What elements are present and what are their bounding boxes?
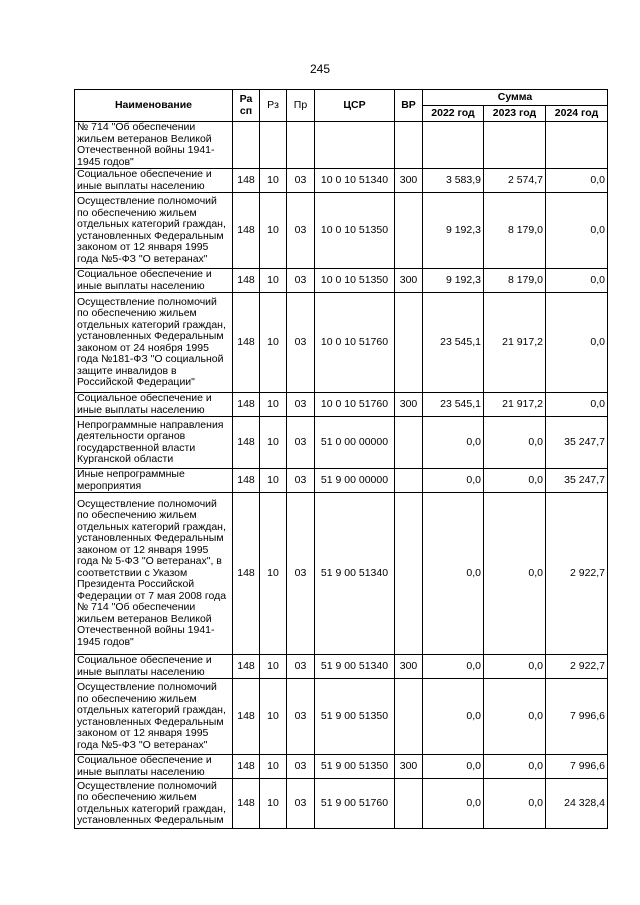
table-row bbox=[75, 269, 608, 293]
row-rz: 10 bbox=[260, 169, 287, 193]
row-ra: 148 bbox=[233, 393, 260, 417]
row-csr: 10 0 10 51760 bbox=[315, 393, 395, 417]
row-vr bbox=[395, 679, 423, 755]
row-rz: 10 bbox=[260, 755, 287, 779]
row-pr: 03 bbox=[287, 655, 315, 679]
row-ra: 148 bbox=[233, 193, 260, 269]
row-pr bbox=[287, 122, 315, 169]
row-ra: 148 bbox=[233, 755, 260, 779]
row-ra: 148 bbox=[233, 779, 260, 829]
row-2022: 0,0 bbox=[423, 469, 484, 493]
row-2024: 35 247,7 bbox=[546, 417, 608, 469]
header-vr: ВР bbox=[395, 90, 423, 122]
row-csr: 10 0 10 51350 bbox=[315, 193, 395, 269]
header-csr: ЦСР bbox=[315, 90, 395, 122]
table-row bbox=[75, 393, 608, 417]
row-vr bbox=[395, 293, 423, 393]
row-2023: 0,0 bbox=[484, 469, 546, 493]
row-name: Осуществление полномочий по обеспечению жильем отдельных категорий граждан, установленных Федеральным законом от 24 ноября 1995 года №181-ФЗ "О социальной защите инвалидов в Российской Федерации" bbox=[75, 293, 233, 393]
row-name: Осуществление полномочий по обеспечению жильем отдельных категорий граждан, установленных Федеральным bbox=[75, 779, 233, 829]
row-2024: 0,0 bbox=[546, 293, 608, 393]
row-ra: 148 bbox=[233, 679, 260, 755]
row-ra: 148 bbox=[233, 469, 260, 493]
header-2024: 2024 год bbox=[546, 106, 608, 122]
row-pr: 03 bbox=[287, 269, 315, 293]
table-row bbox=[75, 122, 608, 169]
table-row bbox=[75, 169, 608, 193]
row-vr bbox=[395, 417, 423, 469]
row-2023: 0,0 bbox=[484, 679, 546, 755]
row-2024: 0,0 bbox=[546, 393, 608, 417]
row-rz: 10 bbox=[260, 493, 287, 655]
row-pr: 03 bbox=[287, 755, 315, 779]
row-2022 bbox=[423, 122, 484, 169]
row-vr bbox=[395, 469, 423, 493]
row-2022: 9 192,3 bbox=[423, 193, 484, 269]
row-name: Социальное обеспечение и иные выплаты населению bbox=[75, 269, 233, 293]
row-vr bbox=[395, 493, 423, 655]
row-csr: 51 9 00 51760 bbox=[315, 779, 395, 829]
row-rz: 10 bbox=[260, 193, 287, 269]
row-name: Непрограммные направления деятельности органов государственной власти Курганской области bbox=[75, 417, 233, 469]
row-2022: 0,0 bbox=[423, 493, 484, 655]
header-2022: 2022 год bbox=[423, 106, 484, 122]
row-2023: 0,0 bbox=[484, 493, 546, 655]
table-row bbox=[75, 755, 608, 779]
row-csr: 51 9 00 00000 bbox=[315, 469, 395, 493]
row-pr: 03 bbox=[287, 779, 315, 829]
row-2024: 2 922,7 bbox=[546, 493, 608, 655]
row-pr: 03 bbox=[287, 679, 315, 755]
table-row bbox=[75, 655, 608, 679]
row-2024: 0,0 bbox=[546, 169, 608, 193]
row-vr bbox=[395, 193, 423, 269]
row-csr: 51 9 00 51340 bbox=[315, 655, 395, 679]
row-csr: 51 9 00 51350 bbox=[315, 679, 395, 755]
row-ra bbox=[233, 122, 260, 169]
row-pr: 03 bbox=[287, 193, 315, 269]
row-rz: 10 bbox=[260, 779, 287, 829]
row-2022: 0,0 bbox=[423, 679, 484, 755]
row-rz: 10 bbox=[260, 469, 287, 493]
header-pr: Пр bbox=[287, 90, 315, 122]
row-2023: 8 179,0 bbox=[484, 193, 546, 269]
row-pr: 03 bbox=[287, 417, 315, 469]
row-name: Социальное обеспечение и иные выплаты населению bbox=[75, 393, 233, 417]
row-pr: 03 bbox=[287, 493, 315, 655]
row-2022: 3 583,9 bbox=[423, 169, 484, 193]
table-row bbox=[75, 493, 608, 655]
row-2023: 21 917,2 bbox=[484, 293, 546, 393]
row-2024 bbox=[546, 122, 608, 169]
row-csr: 10 0 10 51760 bbox=[315, 293, 395, 393]
row-ra: 148 bbox=[233, 293, 260, 393]
row-vr: 300 bbox=[395, 169, 423, 193]
row-name: № 714 "Об обеспечении жильем ветеранов Великой Отечественной войны 1941-1945 годов" bbox=[75, 122, 233, 169]
row-ra: 148 bbox=[233, 169, 260, 193]
row-vr bbox=[395, 122, 423, 169]
row-2022: 0,0 bbox=[423, 779, 484, 829]
row-ra: 148 bbox=[233, 493, 260, 655]
row-rz bbox=[260, 122, 287, 169]
table-body bbox=[75, 122, 608, 829]
row-pr: 03 bbox=[287, 293, 315, 393]
row-csr: 51 0 00 00000 bbox=[315, 417, 395, 469]
row-2023 bbox=[484, 122, 546, 169]
row-name: Осуществление полномочий по обеспечению жильем отдельных категорий граждан, установленных Федеральным законом от 12 января 1995 года № 5-ФЗ "О ветеранах", в соответствии с Указом Президента Российской Федерации от 7 мая 2008 года № 714 "Об обеспечении жильем ветеранов Великой Отечественной войны 1941-1945 годов" bbox=[75, 493, 233, 655]
row-2023: 8 179,0 bbox=[484, 269, 546, 293]
row-2022: 0,0 bbox=[423, 655, 484, 679]
row-2024: 0,0 bbox=[546, 193, 608, 269]
row-2023: 0,0 bbox=[484, 655, 546, 679]
row-2022: 0,0 bbox=[423, 417, 484, 469]
row-rz: 10 bbox=[260, 655, 287, 679]
header-rz: Рз bbox=[260, 90, 287, 122]
row-csr: 10 0 10 51350 bbox=[315, 269, 395, 293]
row-pr: 03 bbox=[287, 169, 315, 193]
budget-table bbox=[74, 89, 608, 829]
row-rz: 10 bbox=[260, 269, 287, 293]
row-2023: 21 917,2 bbox=[484, 393, 546, 417]
table-row bbox=[75, 417, 608, 469]
row-2022: 23 545,1 bbox=[423, 393, 484, 417]
row-csr: 51 9 00 51340 bbox=[315, 493, 395, 655]
header-sum: Сумма bbox=[423, 90, 608, 106]
table-row bbox=[75, 193, 608, 269]
row-2023: 0,0 bbox=[484, 417, 546, 469]
row-vr bbox=[395, 779, 423, 829]
row-rz: 10 bbox=[260, 393, 287, 417]
header-name: Наименование bbox=[75, 90, 233, 122]
row-2022: 0,0 bbox=[423, 755, 484, 779]
row-csr: 51 9 00 51350 bbox=[315, 755, 395, 779]
row-2022: 9 192,3 bbox=[423, 269, 484, 293]
row-vr: 300 bbox=[395, 269, 423, 293]
row-2024: 7 996,6 bbox=[546, 755, 608, 779]
row-name: Осуществление полномочий по обеспечению жильем отдельных категорий граждан, установленных Федеральным законом от 12 января 1995 года №5-ФЗ "О ветеранах" bbox=[75, 193, 233, 269]
row-vr: 300 bbox=[395, 655, 423, 679]
row-pr: 03 bbox=[287, 469, 315, 493]
row-pr: 03 bbox=[287, 393, 315, 417]
row-2024: 0,0 bbox=[546, 269, 608, 293]
row-csr: 10 0 10 51340 bbox=[315, 169, 395, 193]
row-2024: 2 922,7 bbox=[546, 655, 608, 679]
row-ra: 148 bbox=[233, 269, 260, 293]
row-name: Социальное обеспечение и иные выплаты населению bbox=[75, 655, 233, 679]
row-2022: 23 545,1 bbox=[423, 293, 484, 393]
table-row bbox=[75, 293, 608, 393]
row-rz: 10 bbox=[260, 293, 287, 393]
row-name: Осуществление полномочий по обеспечению жильем отдельных категорий граждан, установленных Федеральным законом от 12 января 1995 года №5-ФЗ "О ветеранах" bbox=[75, 679, 233, 755]
row-name: Социальное обеспечение и иные выплаты населению bbox=[75, 755, 233, 779]
page-number: 245 bbox=[309, 62, 331, 76]
row-2024: 24 328,4 bbox=[546, 779, 608, 829]
header-ra: Ра сп bbox=[233, 90, 260, 122]
row-csr bbox=[315, 122, 395, 169]
row-name: Социальное обеспечение и иные выплаты населению bbox=[75, 169, 233, 193]
table-row bbox=[75, 469, 608, 493]
row-2024: 35 247,7 bbox=[546, 469, 608, 493]
row-ra: 148 bbox=[233, 417, 260, 469]
header-2023: 2023 год bbox=[484, 106, 546, 122]
table-row bbox=[75, 679, 608, 755]
row-vr: 300 bbox=[395, 755, 423, 779]
row-ra: 148 bbox=[233, 655, 260, 679]
row-vr: 300 bbox=[395, 393, 423, 417]
row-2023: 0,0 bbox=[484, 779, 546, 829]
table-row bbox=[75, 779, 608, 829]
row-rz: 10 bbox=[260, 417, 287, 469]
row-2023: 0,0 bbox=[484, 755, 546, 779]
row-2024: 7 996,6 bbox=[546, 679, 608, 755]
row-2023: 2 574,7 bbox=[484, 169, 546, 193]
row-name: Иные непрограммные мероприятия bbox=[75, 469, 233, 493]
row-rz: 10 bbox=[260, 679, 287, 755]
